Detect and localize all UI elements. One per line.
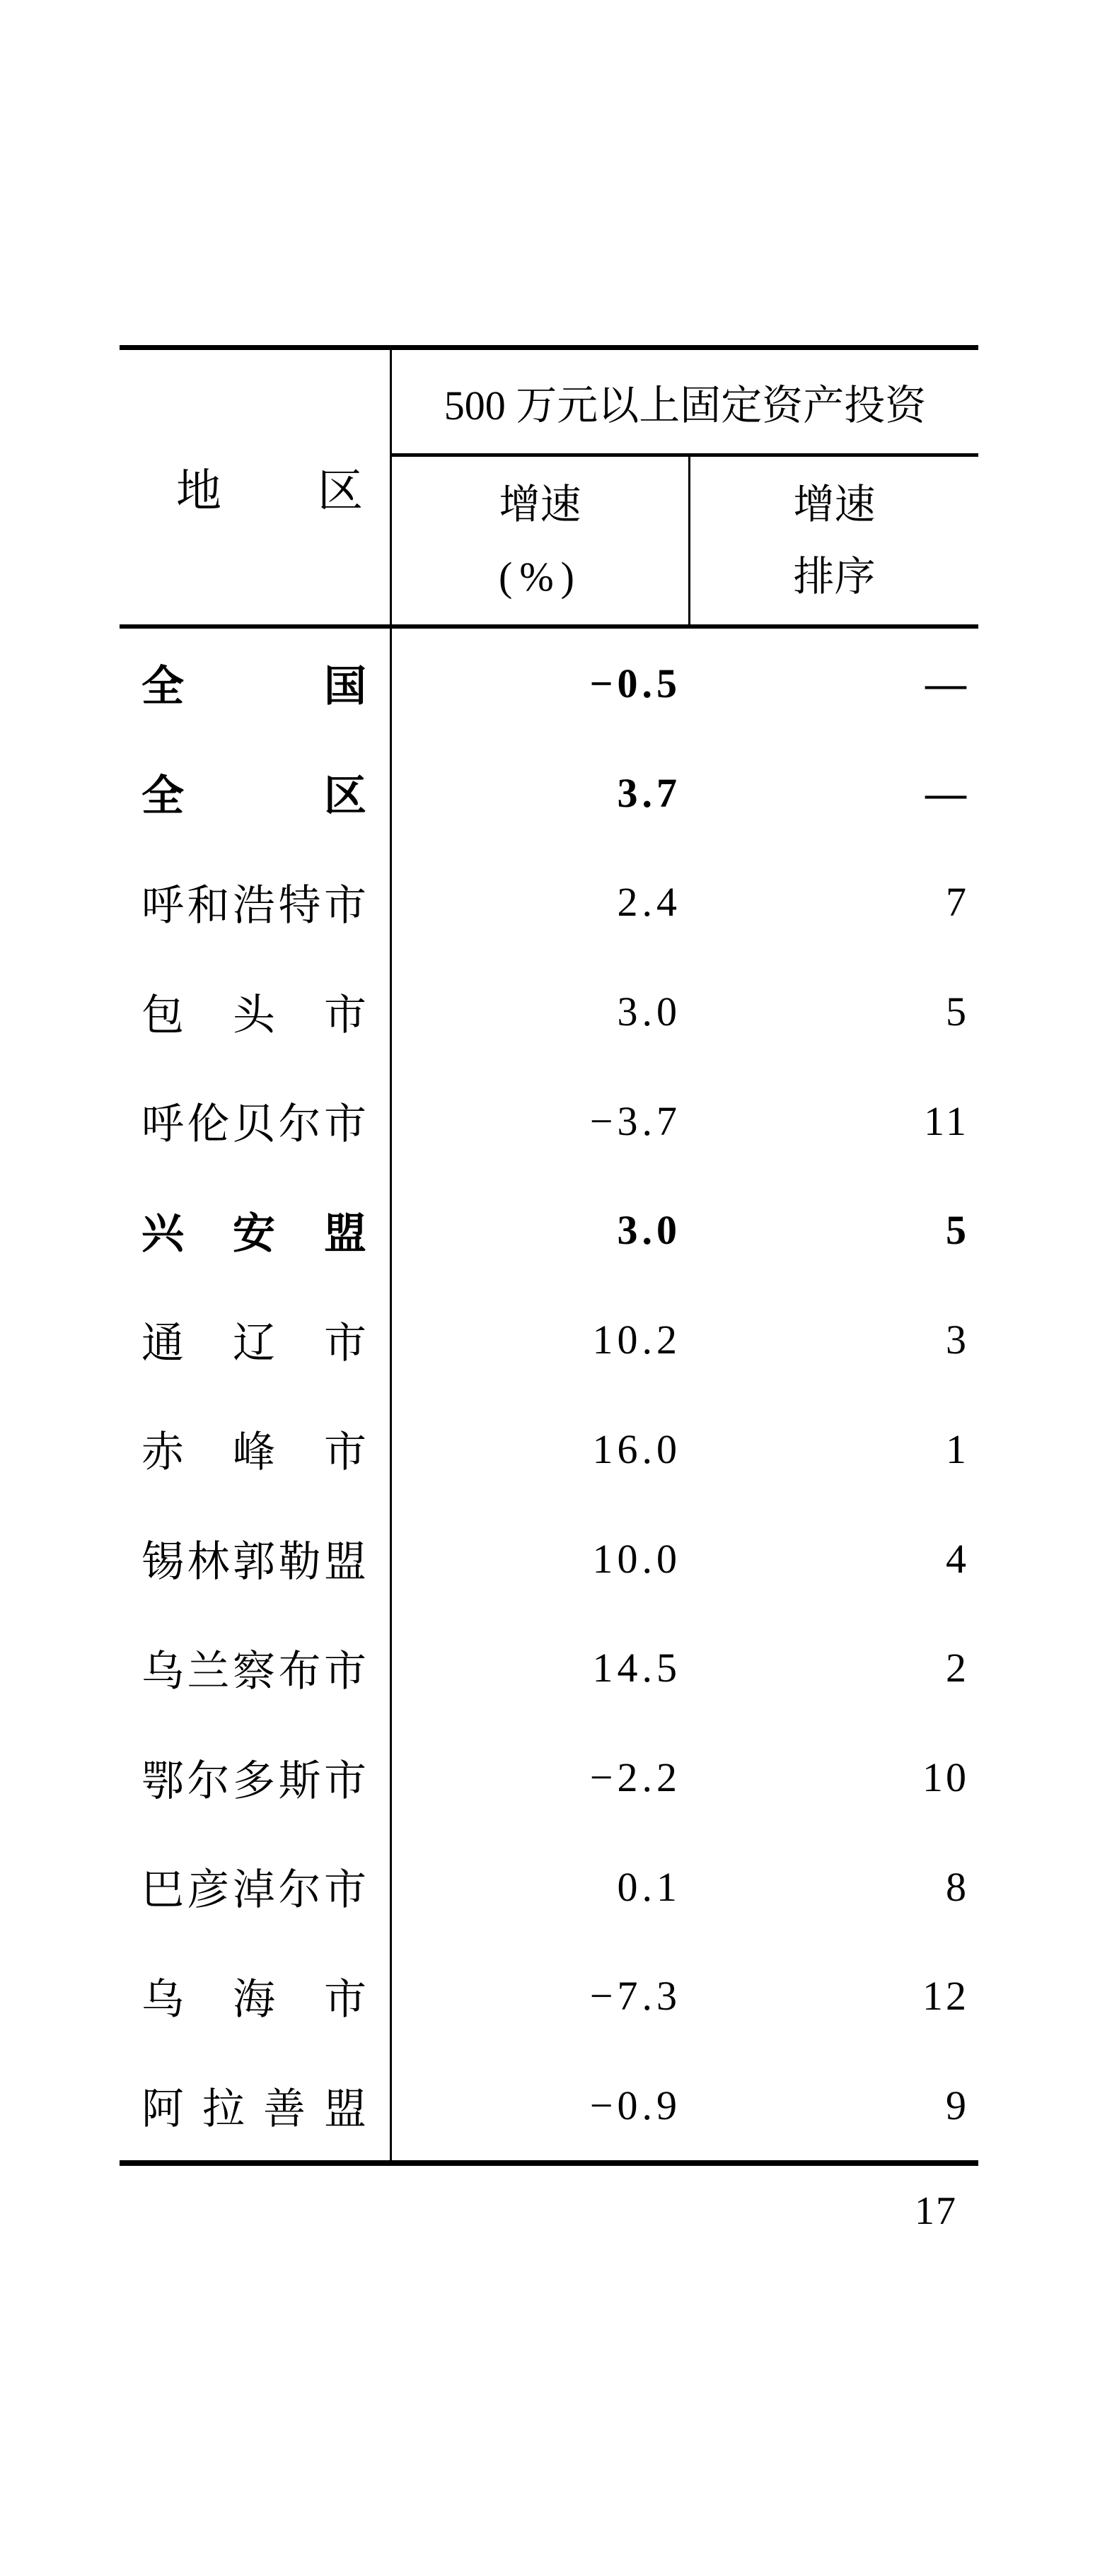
region-name [141,872,366,933]
table-row [120,738,978,848]
char: 伦 [187,1101,230,1148]
growth-value: −0.5 [589,660,681,706]
rank-value: — [925,769,969,816]
char: 市 [324,1429,366,1476]
char: 浩 [233,882,275,929]
table-row [120,1176,978,1286]
char: 市 [324,882,366,929]
char: 盟 [324,1539,366,1586]
char: 巴 [141,1867,184,1914]
growth-value: 3.0 [617,1207,681,1254]
table-row [120,1066,978,1176]
region-cell [120,1856,391,1917]
region-cell [120,1747,391,1808]
char: 多 [233,1757,275,1805]
region-name [141,1418,366,1479]
growth-value: 16.0 [592,1426,681,1472]
char: 全 [141,663,184,711]
region-cell [120,1966,391,2027]
char: 市 [324,991,366,1039]
growth-value: 10.2 [592,1317,681,1363]
char: 市 [324,1757,366,1805]
char: 市 [324,1319,366,1367]
table-row [120,1832,978,1942]
region-name [141,1090,366,1151]
growth-value: −0.9 [589,2082,681,2129]
rank-header-line1: 增速 [793,482,876,528]
region-cell [120,1090,391,1151]
char: 通 [141,1319,184,1367]
rank-value: 5 [946,989,969,1035]
char: 区 [318,466,363,516]
growth-header-line1: 增速 [499,482,581,528]
region-name [141,653,366,713]
rank-value: 11 [924,1097,969,1144]
region-column-header [120,350,390,624]
char: 包 [141,991,184,1039]
region-cell [120,981,391,1042]
growth-value: 2.4 [617,879,681,926]
table-row [120,1613,978,1723]
char: 布 [278,1648,321,1695]
char: 察 [233,1648,275,1695]
char: 和 [187,882,230,929]
char: 乌 [141,1648,184,1695]
char: 特 [278,882,321,929]
region-cell [120,1418,391,1479]
region-name [141,2075,366,2136]
char: 市 [324,1101,366,1148]
region-cell [120,1528,391,1589]
region-cell [120,762,391,823]
char: 贝 [233,1101,275,1148]
region-cell [120,1310,391,1370]
char: 呼 [141,882,184,929]
region-cell [120,1200,391,1261]
region-header-label [176,455,363,520]
table-body [120,629,978,2160]
region-name [141,1528,366,1589]
char: 勒 [278,1539,321,1586]
char: 辽 [233,1319,275,1367]
region-cell [120,1638,391,1698]
table-row [120,957,978,1066]
char: 林 [187,1539,230,1586]
table-row [120,629,978,738]
growth-value: 14.5 [592,1645,681,1691]
region-name [141,981,366,1042]
table-bottom-rule [120,2160,978,2166]
char: 区 [324,773,366,820]
region-cell [120,872,391,933]
rank-value: 10 [922,1754,969,1801]
rank-value: 9 [946,2082,969,2129]
char: 尔 [278,1101,321,1148]
table-row [120,1942,978,2051]
growth-value: −2.2 [589,1754,681,1801]
column-group-header: 500 万元以上固定资产投资 [444,383,927,429]
region-name [141,1638,366,1698]
rank-value: 4 [946,1535,969,1582]
growth-value: −3.7 [589,1097,681,1144]
char: 安 [233,1210,275,1257]
char: 盟 [324,2085,366,2133]
char: 市 [324,1976,366,2023]
table-row [120,1394,978,1504]
table-row [120,1504,978,1614]
rank-value: 3 [946,1317,969,1363]
rank-value: 8 [946,1863,969,1910]
char: 呼 [141,1101,184,1148]
char: 郭 [233,1539,275,1586]
char: 盟 [324,1210,366,1257]
char: 市 [324,1867,366,1914]
char: 善 [263,2085,306,2133]
region-cell [120,653,391,713]
char: 鄂 [141,1757,184,1805]
page-number: 17 [915,2189,957,2233]
rank-header-line2: 排序 [793,553,876,600]
rank-value: — [925,660,969,706]
growth-value: 10.0 [592,1535,681,1582]
region-name [141,1856,366,1917]
table-row [120,2051,978,2160]
growth-header-line2: (%) [499,553,581,600]
char: 头 [233,991,275,1039]
rank-value: 7 [946,879,969,926]
rank-value: 1 [946,1426,969,1472]
char: 全 [141,773,184,820]
region-name [141,1747,366,1808]
char: 拉 [202,2085,245,2133]
char: 乌 [141,1976,184,2023]
char: 地 [176,466,221,516]
growth-value: 3.0 [617,989,681,1035]
region-cell [120,2075,391,2136]
growth-value: −7.3 [589,1973,681,2020]
char: 海 [233,1976,275,2023]
growth-column-header [392,457,688,624]
char: 锡 [141,1539,184,1586]
growth-value: 3.7 [617,769,681,816]
char: 赤 [141,1429,184,1476]
char: 淖 [233,1867,275,1914]
char: 兰 [187,1648,230,1695]
table-top-rule [120,345,978,350]
table-row [120,1723,978,1832]
rank-value: 5 [946,1207,969,1254]
growth-value: 0.1 [617,1863,681,1910]
char: 国 [324,663,366,711]
char: 尔 [187,1757,230,1805]
char: 兴 [141,1210,184,1257]
char: 阿 [141,2085,184,2133]
region-name [141,1966,366,2027]
region-name [141,1200,366,1261]
table-row [120,1285,978,1394]
table-row [120,847,978,957]
rank-column-header [690,457,978,624]
char: 尔 [278,1867,321,1914]
char: 彦 [187,1867,230,1914]
char: 峰 [233,1429,275,1476]
region-name [141,1310,366,1370]
char: 斯 [278,1757,321,1805]
region-name [141,762,366,823]
char: 市 [324,1648,366,1695]
rank-value: 12 [922,1973,969,2020]
rank-value: 2 [946,1645,969,1691]
